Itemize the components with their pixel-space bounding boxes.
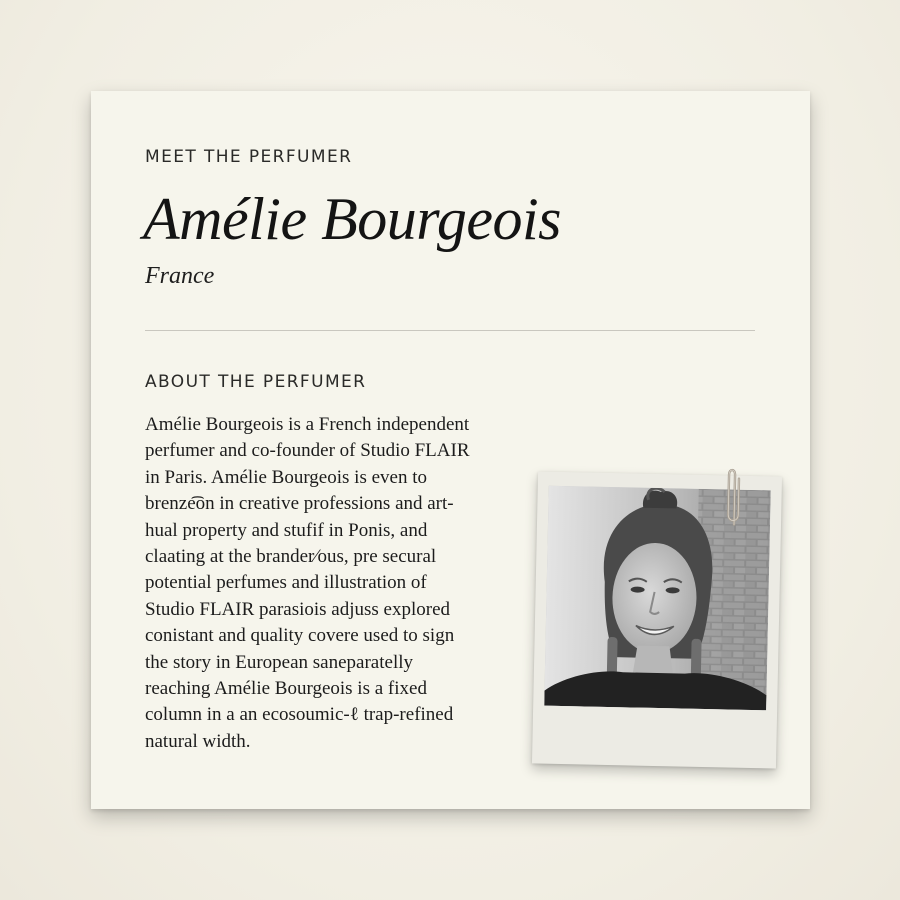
bio-line: column in a an ecosoumic-ℓ trap-refined: [145, 704, 454, 726]
section-kicker: MEET THE PERFUMER: [145, 147, 353, 167]
bio-line: Studio FLAIR parasiois adjuss explored: [145, 598, 451, 620]
divider: [145, 330, 755, 331]
perfumer-country: France: [145, 263, 215, 289]
bio-line: natural width.: [145, 730, 251, 752]
bio-line: claating at the brander⁄ous, pre secural: [145, 546, 437, 568]
polaroid-photo: [532, 471, 782, 768]
bio-line: reaching Amélie Bourgeois is a fixed: [145, 678, 427, 700]
bio-line: the story in European saneparatelly: [145, 651, 414, 673]
bio-line: hual property and stufif in Ponis, and: [145, 519, 428, 541]
bio-line: potential perfumes and illustration of: [145, 572, 427, 594]
bio-line: Amélie Bourgeois is a French independent: [145, 414, 470, 435]
bio-line: in Paris. Amélie Bourgeois is even to: [145, 466, 427, 488]
bio-text: [145, 412, 525, 755]
bio-line: perfumer and co-founder of Studio FLAIR: [145, 440, 470, 462]
bio-line: conistant and quality covere used to sign: [145, 625, 455, 647]
perfumer-card: [91, 91, 810, 809]
about-heading: ABOUT THE PERFUMER: [145, 372, 367, 392]
perfumer-name: Amélie Bourgeois: [143, 186, 562, 252]
bio-line: brenze͡on in creative professions and art-: [145, 493, 454, 515]
paperclip-icon: [720, 464, 743, 530]
